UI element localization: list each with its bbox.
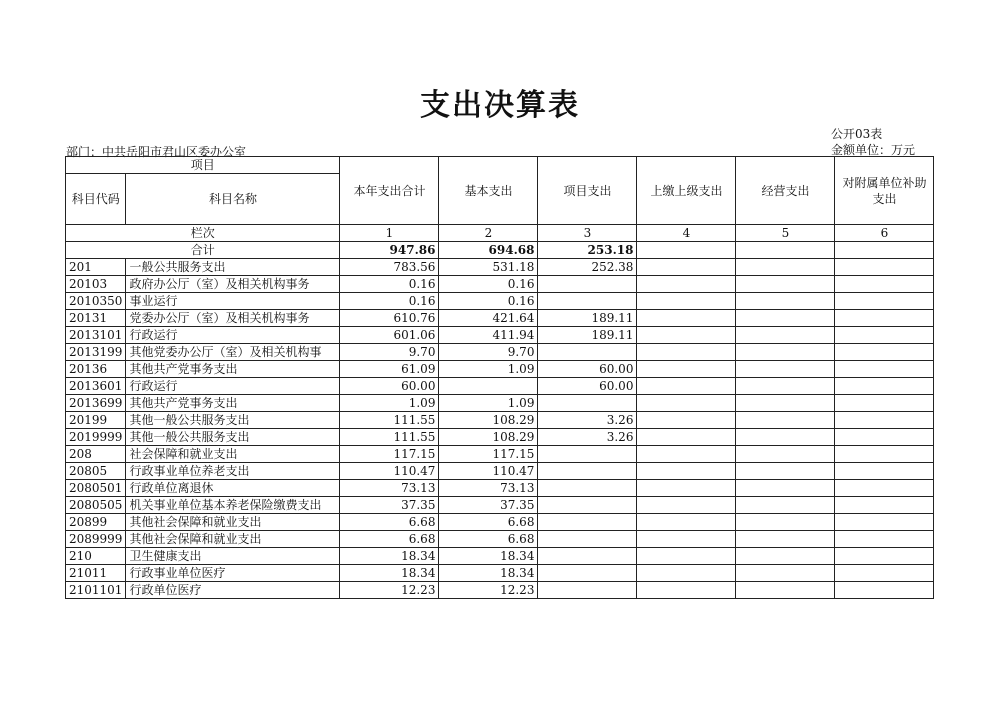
amount-cell: 0.16 xyxy=(340,276,439,293)
subject-name: 党委办公厅（室）及相关机构事务 xyxy=(126,310,340,327)
amount-cell: 61.09 xyxy=(340,361,439,378)
amount-cell xyxy=(538,344,637,361)
table-row xyxy=(66,565,934,582)
header-col-5: 经营支出 xyxy=(736,157,835,225)
amount-cell xyxy=(538,463,637,480)
expenditure-table xyxy=(65,156,934,599)
amount-cell xyxy=(538,480,637,497)
subject-name: 一般公共服务支出 xyxy=(126,259,340,276)
subject-code: 2010350 xyxy=(66,293,126,310)
subject-name: 行政单位离退休 xyxy=(126,480,340,497)
amount-cell: 189.11 xyxy=(538,310,637,327)
amount-cell: 1.09 xyxy=(340,395,439,412)
amount-cell xyxy=(835,378,934,395)
amount-cell: 421.64 xyxy=(439,310,538,327)
amount-cell xyxy=(835,276,934,293)
table-row xyxy=(66,429,934,446)
subject-code: 20199 xyxy=(66,412,126,429)
amount-unit: 金额单位：万元 xyxy=(831,143,916,157)
amount-cell xyxy=(538,514,637,531)
total-1: 947.86 xyxy=(340,242,439,259)
amount-cell xyxy=(538,497,637,514)
subject-code: 2013699 xyxy=(66,395,126,412)
amount-cell xyxy=(835,395,934,412)
amount-cell: 18.34 xyxy=(439,565,538,582)
subject-name: 其他党委办公厅（室）及相关机构事 xyxy=(126,344,340,361)
header-code: 科目代码 xyxy=(66,174,126,225)
subject-name: 行政事业单位医疗 xyxy=(126,565,340,582)
subject-name: 卫生健康支出 xyxy=(126,548,340,565)
subject-code: 2089999 xyxy=(66,531,126,548)
amount-cell: 0.16 xyxy=(439,276,538,293)
amount-cell xyxy=(637,412,736,429)
subject-name: 其他一般公共服务支出 xyxy=(126,412,340,429)
subject-code: 2080501 xyxy=(66,480,126,497)
page-title: 支出决算表 xyxy=(420,88,580,123)
header-name: 科目名称 xyxy=(126,174,340,225)
amount-cell: 12.23 xyxy=(439,582,538,599)
amount-cell xyxy=(637,514,736,531)
amount-cell xyxy=(736,497,835,514)
subject-code: 21011 xyxy=(66,565,126,582)
amount-cell xyxy=(538,565,637,582)
amount-cell xyxy=(637,310,736,327)
amount-cell xyxy=(637,497,736,514)
amount-cell xyxy=(835,446,934,463)
subject-name: 行政运行 xyxy=(126,327,340,344)
amount-cell: 601.06 xyxy=(340,327,439,344)
subject-name: 其他一般公共服务支出 xyxy=(126,429,340,446)
amount-cell xyxy=(736,582,835,599)
table-row xyxy=(66,378,934,395)
amount-cell: 37.35 xyxy=(439,497,538,514)
amount-cell xyxy=(637,259,736,276)
amount-cell xyxy=(637,548,736,565)
amount-cell: 6.68 xyxy=(340,531,439,548)
amount-cell xyxy=(835,497,934,514)
amount-cell xyxy=(736,446,835,463)
subject-code: 2080505 xyxy=(66,497,126,514)
amount-cell xyxy=(637,344,736,361)
amount-cell xyxy=(736,412,835,429)
subject-name: 行政单位医疗 xyxy=(126,582,340,599)
seq-label: 栏次 xyxy=(66,225,340,242)
header-col-2: 基本支出 xyxy=(439,157,538,225)
amount-cell xyxy=(538,276,637,293)
header-col-3: 项目支出 xyxy=(538,157,637,225)
total-5 xyxy=(736,242,835,259)
amount-cell xyxy=(637,463,736,480)
subject-name: 其他社会保障和就业支出 xyxy=(126,531,340,548)
amount-cell xyxy=(538,446,637,463)
amount-cell xyxy=(736,344,835,361)
amount-cell: 110.47 xyxy=(340,463,439,480)
table-row xyxy=(66,582,934,599)
amount-cell xyxy=(637,565,736,582)
header-col-4: 上缴上级支出 xyxy=(637,157,736,225)
subject-name: 政府办公厅（室）及相关机构事务 xyxy=(126,276,340,293)
total-label: 合计 xyxy=(66,242,340,259)
amount-cell: 610.76 xyxy=(340,310,439,327)
table-row xyxy=(66,480,934,497)
table-row xyxy=(66,310,934,327)
amount-cell xyxy=(835,548,934,565)
amount-cell xyxy=(637,429,736,446)
subject-code: 208 xyxy=(66,446,126,463)
header-row-item xyxy=(66,157,934,174)
amount-cell: 108.29 xyxy=(439,412,538,429)
amount-cell: 12.23 xyxy=(340,582,439,599)
table-row xyxy=(66,259,934,276)
total-row xyxy=(66,242,934,259)
amount-cell xyxy=(835,327,934,344)
amount-cell xyxy=(736,327,835,344)
subject-name: 其他社会保障和就业支出 xyxy=(126,514,340,531)
subject-code: 20136 xyxy=(66,361,126,378)
amount-cell: 73.13 xyxy=(340,480,439,497)
table-row xyxy=(66,361,934,378)
amount-cell: 60.00 xyxy=(538,361,637,378)
department-label: 部门：中共岳阳市君山区委办公室 xyxy=(66,145,247,159)
amount-cell xyxy=(835,344,934,361)
amount-cell xyxy=(736,310,835,327)
header-col-6: 对附属单位补助支出 xyxy=(835,157,934,225)
subject-code: 2019999 xyxy=(66,429,126,446)
amount-cell: 0.16 xyxy=(340,293,439,310)
amount-cell xyxy=(736,480,835,497)
header-col-1: 本年支出合计 xyxy=(340,157,439,225)
seq-1: 1 xyxy=(340,225,439,242)
subject-code: 2013601 xyxy=(66,378,126,395)
subject-code: 20805 xyxy=(66,463,126,480)
amount-cell: 60.00 xyxy=(340,378,439,395)
subject-code: 2101101 xyxy=(66,582,126,599)
amount-cell xyxy=(637,446,736,463)
subject-code: 2013199 xyxy=(66,344,126,361)
amount-cell: 111.55 xyxy=(340,429,439,446)
table-row xyxy=(66,412,934,429)
table-row xyxy=(66,344,934,361)
amount-cell xyxy=(637,531,736,548)
amount-cell: 111.55 xyxy=(340,412,439,429)
amount-cell xyxy=(835,310,934,327)
amount-cell xyxy=(736,531,835,548)
amount-cell xyxy=(637,480,736,497)
amount-cell: 60.00 xyxy=(538,378,637,395)
amount-cell xyxy=(736,429,835,446)
amount-cell xyxy=(736,395,835,412)
subject-code: 20899 xyxy=(66,514,126,531)
subject-code: 2013101 xyxy=(66,327,126,344)
table-row xyxy=(66,497,934,514)
amount-cell: 3.26 xyxy=(538,429,637,446)
amount-cell: 18.34 xyxy=(340,565,439,582)
subject-name: 社会保障和就业支出 xyxy=(126,446,340,463)
amount-cell xyxy=(736,293,835,310)
seq-5: 5 xyxy=(736,225,835,242)
amount-cell xyxy=(637,395,736,412)
amount-cell: 411.94 xyxy=(439,327,538,344)
total-6 xyxy=(835,242,934,259)
seq-row xyxy=(66,225,934,242)
subject-code: 210 xyxy=(66,548,126,565)
amount-cell xyxy=(835,480,934,497)
seq-2: 2 xyxy=(439,225,538,242)
amount-cell: 18.34 xyxy=(439,548,538,565)
amount-cell xyxy=(835,293,934,310)
amount-cell: 108.29 xyxy=(439,429,538,446)
amount-cell: 0.16 xyxy=(439,293,538,310)
amount-cell xyxy=(538,293,637,310)
amount-cell xyxy=(736,548,835,565)
amount-cell: 9.70 xyxy=(439,344,538,361)
amount-cell xyxy=(835,412,934,429)
amount-cell xyxy=(736,361,835,378)
amount-cell: 110.47 xyxy=(439,463,538,480)
amount-cell xyxy=(637,276,736,293)
total-3: 253.18 xyxy=(538,242,637,259)
table-row xyxy=(66,446,934,463)
amount-cell xyxy=(637,582,736,599)
amount-cell: 3.26 xyxy=(538,412,637,429)
amount-cell xyxy=(835,514,934,531)
amount-cell xyxy=(835,361,934,378)
subject-code: 20131 xyxy=(66,310,126,327)
subject-name: 其他共产党事务支出 xyxy=(126,395,340,412)
amount-cell xyxy=(637,361,736,378)
amount-cell xyxy=(736,565,835,582)
amount-cell xyxy=(835,531,934,548)
amount-cell xyxy=(736,514,835,531)
total-4 xyxy=(637,242,736,259)
subject-code: 20103 xyxy=(66,276,126,293)
amount-cell xyxy=(538,395,637,412)
amount-cell xyxy=(835,463,934,480)
subject-name: 行政事业单位养老支出 xyxy=(126,463,340,480)
amount-cell: 531.18 xyxy=(439,259,538,276)
amount-cell xyxy=(637,293,736,310)
table-row xyxy=(66,276,934,293)
amount-cell xyxy=(835,429,934,446)
table-row xyxy=(66,395,934,412)
form-number: 公开03表 xyxy=(831,127,883,141)
subject-name: 行政运行 xyxy=(126,378,340,395)
amount-cell xyxy=(835,565,934,582)
amount-cell: 18.34 xyxy=(340,548,439,565)
amount-cell: 189.11 xyxy=(538,327,637,344)
amount-cell: 117.15 xyxy=(340,446,439,463)
seq-4: 4 xyxy=(637,225,736,242)
amount-cell: 6.68 xyxy=(340,514,439,531)
amount-cell: 6.68 xyxy=(439,514,538,531)
table-row xyxy=(66,463,934,480)
amount-cell: 1.09 xyxy=(439,395,538,412)
amount-cell xyxy=(736,259,835,276)
seq-6: 6 xyxy=(835,225,934,242)
table-row xyxy=(66,548,934,565)
amount-cell xyxy=(538,582,637,599)
amount-cell xyxy=(835,582,934,599)
table-row xyxy=(66,293,934,310)
table-row xyxy=(66,531,934,548)
subject-name: 其他共产党事务支出 xyxy=(126,361,340,378)
subject-code: 201 xyxy=(66,259,126,276)
table-row xyxy=(66,514,934,531)
subject-name: 机关事业单位基本养老保险缴费支出 xyxy=(126,497,340,514)
amount-cell xyxy=(538,531,637,548)
amount-cell xyxy=(736,463,835,480)
seq-3: 3 xyxy=(538,225,637,242)
amount-cell: 1.09 xyxy=(439,361,538,378)
amount-cell: 73.13 xyxy=(439,480,538,497)
amount-cell xyxy=(538,548,637,565)
header-item: 项目 xyxy=(66,157,340,174)
amount-cell: 37.35 xyxy=(340,497,439,514)
amount-cell xyxy=(637,378,736,395)
amount-cell: 9.70 xyxy=(340,344,439,361)
amount-cell xyxy=(439,378,538,395)
amount-cell: 252.38 xyxy=(538,259,637,276)
amount-cell xyxy=(736,378,835,395)
total-2: 694.68 xyxy=(439,242,538,259)
amount-cell xyxy=(736,276,835,293)
amount-cell xyxy=(637,327,736,344)
table-row xyxy=(66,327,934,344)
amount-cell: 6.68 xyxy=(439,531,538,548)
amount-cell xyxy=(835,259,934,276)
amount-cell: 117.15 xyxy=(439,446,538,463)
amount-cell: 783.56 xyxy=(340,259,439,276)
subject-name: 事业运行 xyxy=(126,293,340,310)
